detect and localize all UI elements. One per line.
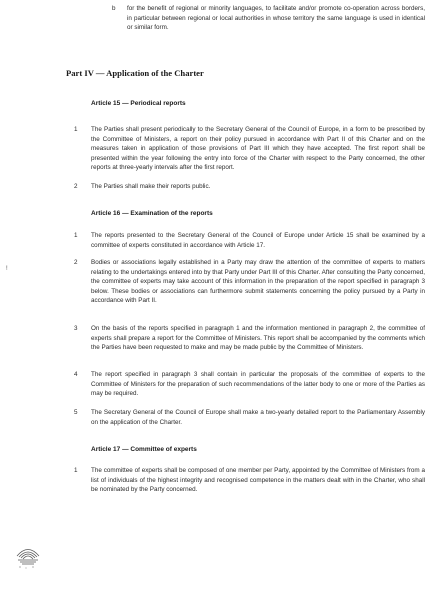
- article-17-heading: Article 17 — Committee of experts: [91, 446, 197, 453]
- article-16-heading: Article 16 — Examination of the reports: [91, 210, 213, 217]
- article-15-paragraph-1: The Parties shall present periodically to the Secretary General of the Council of Europe, in a form to be prescribed by the Committee of Ministers, a report on their policy pursued in accordance with Part II of this Charter and on the measures taken in application of those provisions of Part III which they have accepted. The first report shall be presented within the year following the entry into force of the Charter with respect to the Party concerned, the other reports at three-yearly intervals after the first report.: [91, 126, 425, 172]
- item-letter: b: [112, 5, 116, 12]
- article-16-paragraph-3: On the basis of the reports specified in paragraph 1 and the information mentioned in paragraph 2, the committee of experts shall prepare a report for the Committee of Ministers. This report shall be accompanied by the comments which the Parties have been requested to make and may be made public by the Committee of Ministers.: [91, 325, 425, 352]
- article-16-paragraph-5: The Secretary General of the Council of Europe shall make a two-yearly detailed report to the Parliamentary Assembly on the application of the Charter.: [91, 409, 425, 426]
- seal-icon: [14, 540, 42, 570]
- item-b-text: for the benefit of regional or minority languages, to facilitate and/or promote co-operation across borders, in particular between regional or local authorities in whose territory the same language is used in identical or similar form.: [127, 5, 425, 32]
- paragraph-number: 1: [74, 467, 78, 474]
- paragraph-number: 1: [74, 126, 78, 133]
- article-16-paragraph-4: The report specified in paragraph 3 shall contain in particular the proposals of the committee of experts to the Committee of Ministers for the preparation of such recommendations of the latter body to one or more of the Parties as may be required.: [91, 371, 425, 398]
- article-16-paragraph-2: Bodies or associations legally established in a Party may draw the attention of the committee of experts to matters relating to the undertakings entered into by that Party under Part III of this Charter. After consulting the Party concerned, the committee of experts may take account of this information in the preparation of the report specified in paragraph 3 below. These bodies or associations can furthermore submit statements concerning the policy pursued by a Party in accordance with Part II.: [91, 259, 425, 305]
- margin-mark: !: [6, 266, 8, 272]
- part-heading: Part IV — Application of the Charter: [66, 68, 204, 78]
- article-15-heading: Article 15 — Periodical reports: [91, 100, 186, 107]
- article-16-paragraph-1: The reports presented to the Secretary General of the Council of Europe under Article 15 shall be examined by a committee of experts constituted in accordance with Article 17.: [91, 232, 425, 249]
- paragraph-number: 2: [74, 259, 78, 266]
- paragraph-number: 5: [74, 409, 78, 416]
- article-15-paragraph-2: The Parties shall make their reports public.: [91, 183, 211, 190]
- paragraph-number: 4: [74, 371, 78, 378]
- paragraph-number: 2: [74, 183, 78, 190]
- paragraph-number: 1: [74, 232, 78, 239]
- article-17-paragraph-1: The committee of experts shall be composed of one member per Party, appointed by the Committee of Ministers from a list of individuals of the highest integrity and recognised competence in the matters dealt with in the Charter, who shall be nominated by the Party concerned.: [91, 467, 425, 494]
- paragraph-number: 3: [74, 325, 78, 332]
